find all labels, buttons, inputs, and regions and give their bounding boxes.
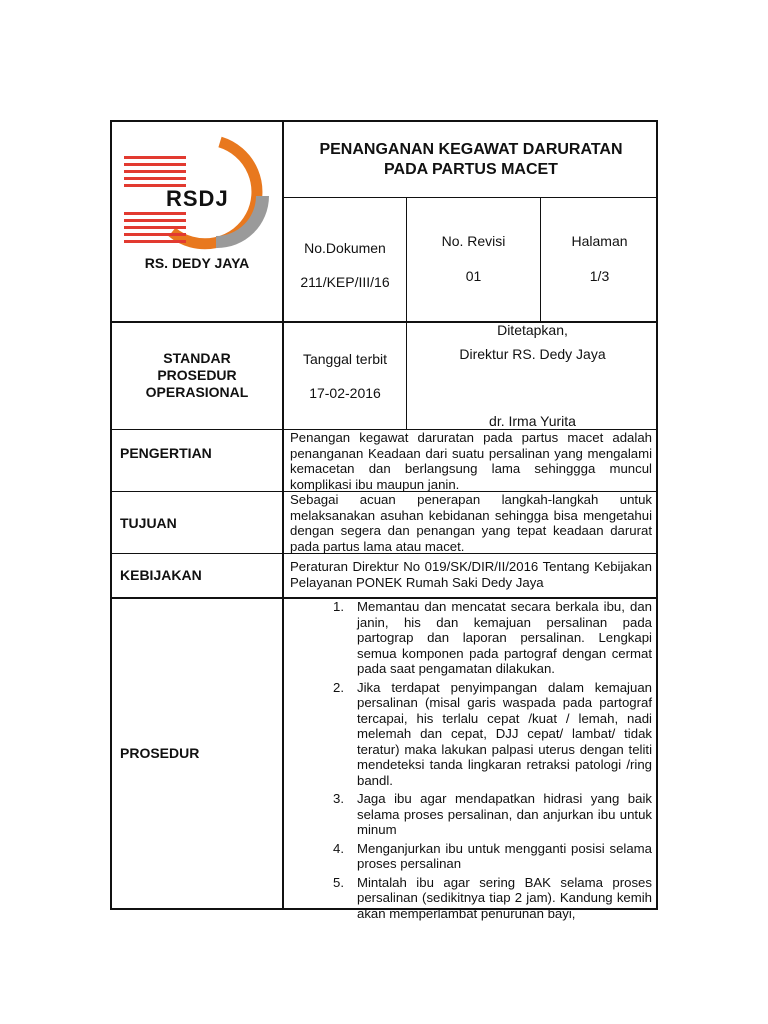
prosedur-list [284, 599, 658, 921]
sop-label-line-3: OPERASIONAL [145, 384, 249, 400]
issue-date-label: Tanggal terbit [302, 351, 388, 367]
prosedur-item-number: 4. [333, 840, 344, 856]
document-title [284, 140, 658, 180]
approver-name: dr. Irma Yurita [489, 413, 576, 429]
logo-text: RSDJ [166, 186, 229, 211]
prosedur-item [333, 599, 658, 677]
prosedur-item-number: 3. [333, 791, 344, 806]
page-label: Halaman [571, 233, 628, 249]
prosedur-label: PROSEDUR [120, 745, 200, 761]
document-number-label: No.Dokumen [304, 240, 386, 256]
approval-label: Ditetapkan, [497, 322, 568, 338]
prosedur-item [333, 840, 658, 872]
tujuan-text: Sebagai acuan penerapan langkah-langkah untuk melaksanakan asuhan kebidanan sehingga bisa mengetahui dengan segera dan penangan yang tepat keadaan darurat pada partus lama atau macet. [290, 492, 652, 554]
document-number-value: 211/KEP/III/16 [300, 274, 390, 290]
prosedur-item-number: 1. [333, 599, 344, 614]
tujuan-label: TUJUAN [120, 515, 177, 531]
hospital-name: RS. DEDY JAYA [144, 255, 250, 271]
column-divider [540, 197, 541, 321]
title-line-2: PADA PARTUS MACET [384, 161, 558, 178]
prosedur-item-text: Menganjurkan ibu untuk mengganti posisi selama proses persalinan [357, 840, 652, 871]
prosedur-item [333, 791, 658, 838]
prosedur-item-text: Memantau dan mencatat secara berkala ibu, dan janin, his dan kemajuan persalinan pada partograp dan laporan persalinan. Lengkapi semua komponen pada partograf dengan cermat pada saat pengamatan dilakukan. [357, 599, 652, 676]
column-divider [406, 197, 407, 429]
row-divider [284, 197, 658, 198]
revision-value: 01 [465, 268, 482, 284]
issue-date-value: 17-02-2016 [309, 385, 381, 401]
prosedur-item [333, 679, 658, 789]
prosedur-item [333, 874, 658, 922]
page-value: 1/3 [589, 268, 610, 284]
prosedur-item-text: Mintalah ibu agar sering BAK selama proses persalinan (sedikitnya tiap 2 jam). Kandung kemih akan memperlambat penurunan bayi, [357, 874, 652, 921]
title-line-1: PENANGANAN KEGAWAT DARURATAN [319, 141, 623, 158]
sop-label-line-1: STANDAR [163, 350, 231, 366]
pengertian-label: PENGERTIAN [120, 445, 212, 461]
kebijakan-label: KEBIJAKAN [120, 567, 202, 583]
prosedur-list-container [284, 599, 658, 921]
prosedur-item-text: Jika terdapat penyimpangan dalam kemajuan persalinan (misal garis waspada pada partograf tercapai, his terlalu cepat /kuat / lemah, nadi melemah dan cepat, DJJ cepat/ lambat/ tidak teratur) maka lakukan palpasi uterus dengan teliti mendeteksi tanda lingkaran retraksi patologi /ring bandl. [357, 679, 652, 788]
sop-document [110, 120, 658, 921]
prosedur-item-number: 2. [333, 679, 344, 695]
sop-label [112, 350, 282, 401]
kebijakan-text: Peraturan Direktur No 019/SK/DIR/II/2016 Tentang Kebijakan Pelayanan PONEK Rumah Saki Dedy Jaya [290, 559, 652, 590]
sop-label-line-2: PROSEDUR [157, 367, 237, 383]
prosedur-item-text: Jaga ibu agar mendapatkan hidrasi yang baik selama proses persalinan, dan anjurkan ibu untuk minum [357, 791, 652, 837]
revision-label: No. Revisi [441, 233, 506, 249]
hospital-logo [124, 136, 272, 248]
pengertian-text: Penangan kegawat daruratan pada partus macet adalah penanganan Keadaan dari suatu persalinan yang mengalami kemacetan dan berlangsung lama sehinggga muncul komplikasi ibu maupun janin. [290, 430, 652, 492]
prosedur-item-number: 5. [333, 874, 344, 890]
approver-title: Direktur RS. Dedy Jaya [459, 346, 606, 362]
